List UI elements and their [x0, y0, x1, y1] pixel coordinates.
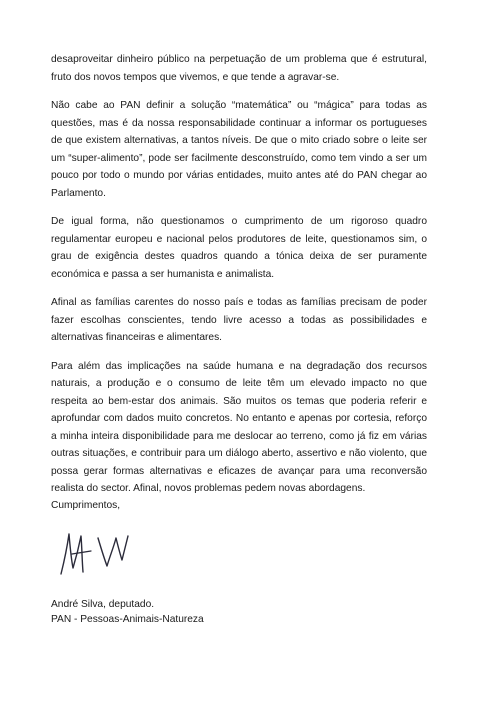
letter-body — [51, 51, 427, 509]
letter-paragraph: Para além das implicações na saúde humana e na degradação dos recursos naturais, a produção e o consumo de leite têm um elevado impacto no que respeita ao bem-estar dos animais. São muitos os temas que poderia referir e aprofundar com dados muito concretos. No entanto e apenas por cortesia, reforço a minha inteira disponibilidade para me deslocar ao terreno, como já fiz em várias outras situações, e contribuir para um diálogo aberto, assertivo e não violento, que possa gerar formas alternativas e eficazes de avançar para uma reconversão realista do sector. Afinal, novos problemas pedem novas abordagens. — [51, 360, 427, 494]
letter-paragraph: De igual forma, não questionamos o cumprimento de um rigoroso quadro regulamentar europeu e nacional pelos produtores de leite, questionamos sim, o grau de exigência destes quadros quando a tónica deixa de ser puramente económica e passa a ser humanista e animalista. — [51, 216, 427, 280]
signer-block — [51, 597, 204, 627]
handwritten-signature — [58, 524, 130, 580]
letter-paragraph: Afinal as famílias carentes do nosso país e todas as famílias precisam de poder fazer escolhas conscientes, tendo livre acesso a todas as possibilidades e alternativas financeiras e alimentares. — [51, 297, 427, 343]
letter-paragraph: desaproveitar dinheiro público na perpetuação de um problema que é estrutural, fruto dos novos tempos que vivemos, e que tende a agravar-se. — [51, 54, 427, 83]
closing-salutation: Cumprimentos, — [51, 500, 121, 511]
letter-paragraph: Não cabe ao PAN definir a solução “matemática” ou “mágica” para todas as questões, mas é da nossa responsabilidade continuar a informar os portugueses de que existem alternativas, a tantos níveis. De que o mito criado sobre o leite ser um “super-alimento”, pode ser facilmente desconstruído, como tem vindo a ser um pouco por todo o mundo por várias entidades, muito antes até do PAN chegar ao Parlamento. — [51, 100, 427, 199]
signer-name: André Silva, deputado. — [51, 599, 155, 610]
signer-party: PAN - Pessoas-Animais-Natureza — [51, 614, 204, 625]
